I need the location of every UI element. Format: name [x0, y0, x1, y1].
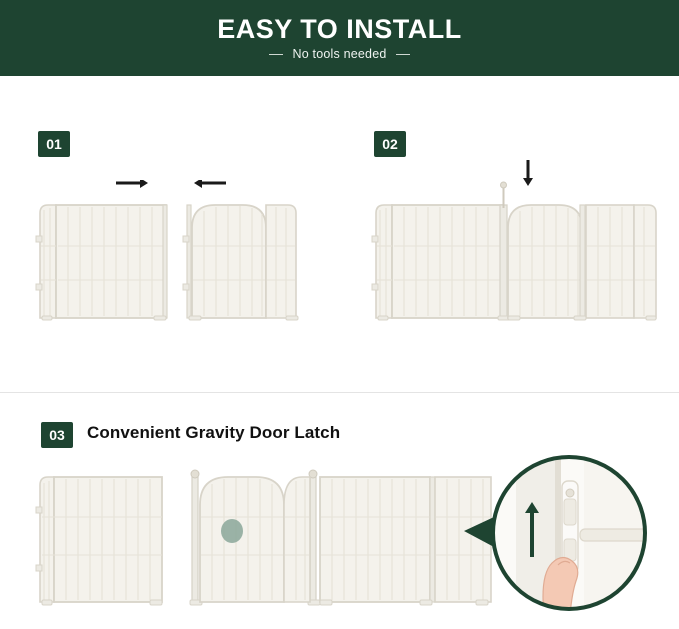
- panel-group-right: [183, 205, 298, 320]
- step-01-illustration: [24, 180, 334, 340]
- header-subtitle: No tools needed: [292, 47, 387, 62]
- arrow-left-icon: [194, 180, 226, 188]
- page-title: EASY TO INSTALL: [217, 13, 462, 44]
- header-banner: [0, 0, 679, 76]
- latch-closeup-callout: [493, 457, 648, 615]
- decorative-dash-left: [269, 54, 283, 55]
- panel-group-right-joined: [508, 205, 656, 320]
- playpen-left-panel: [36, 477, 162, 605]
- section-divider: [0, 392, 679, 393]
- playpen-door-panel: [200, 477, 310, 602]
- decorative-dash-right: [396, 54, 410, 55]
- arrow-down-icon: [523, 160, 533, 186]
- panel-group-left-joined: [372, 205, 502, 320]
- gravity-latch-marker: [221, 519, 243, 543]
- step-badge-01: 01: [38, 131, 70, 157]
- header-subtitle-row: [269, 47, 409, 61]
- step-03-title: Convenient Gravity Door Latch: [87, 423, 341, 442]
- panel-group-left: [36, 205, 167, 320]
- step-02-illustration: [360, 160, 670, 340]
- step-03-illustration: [24, 455, 664, 625]
- playpen-right-panels: [320, 477, 491, 605]
- step-badge-02: 02: [374, 131, 406, 157]
- step-badge-03: 03: [41, 422, 73, 448]
- arrow-right-icon: [116, 180, 148, 188]
